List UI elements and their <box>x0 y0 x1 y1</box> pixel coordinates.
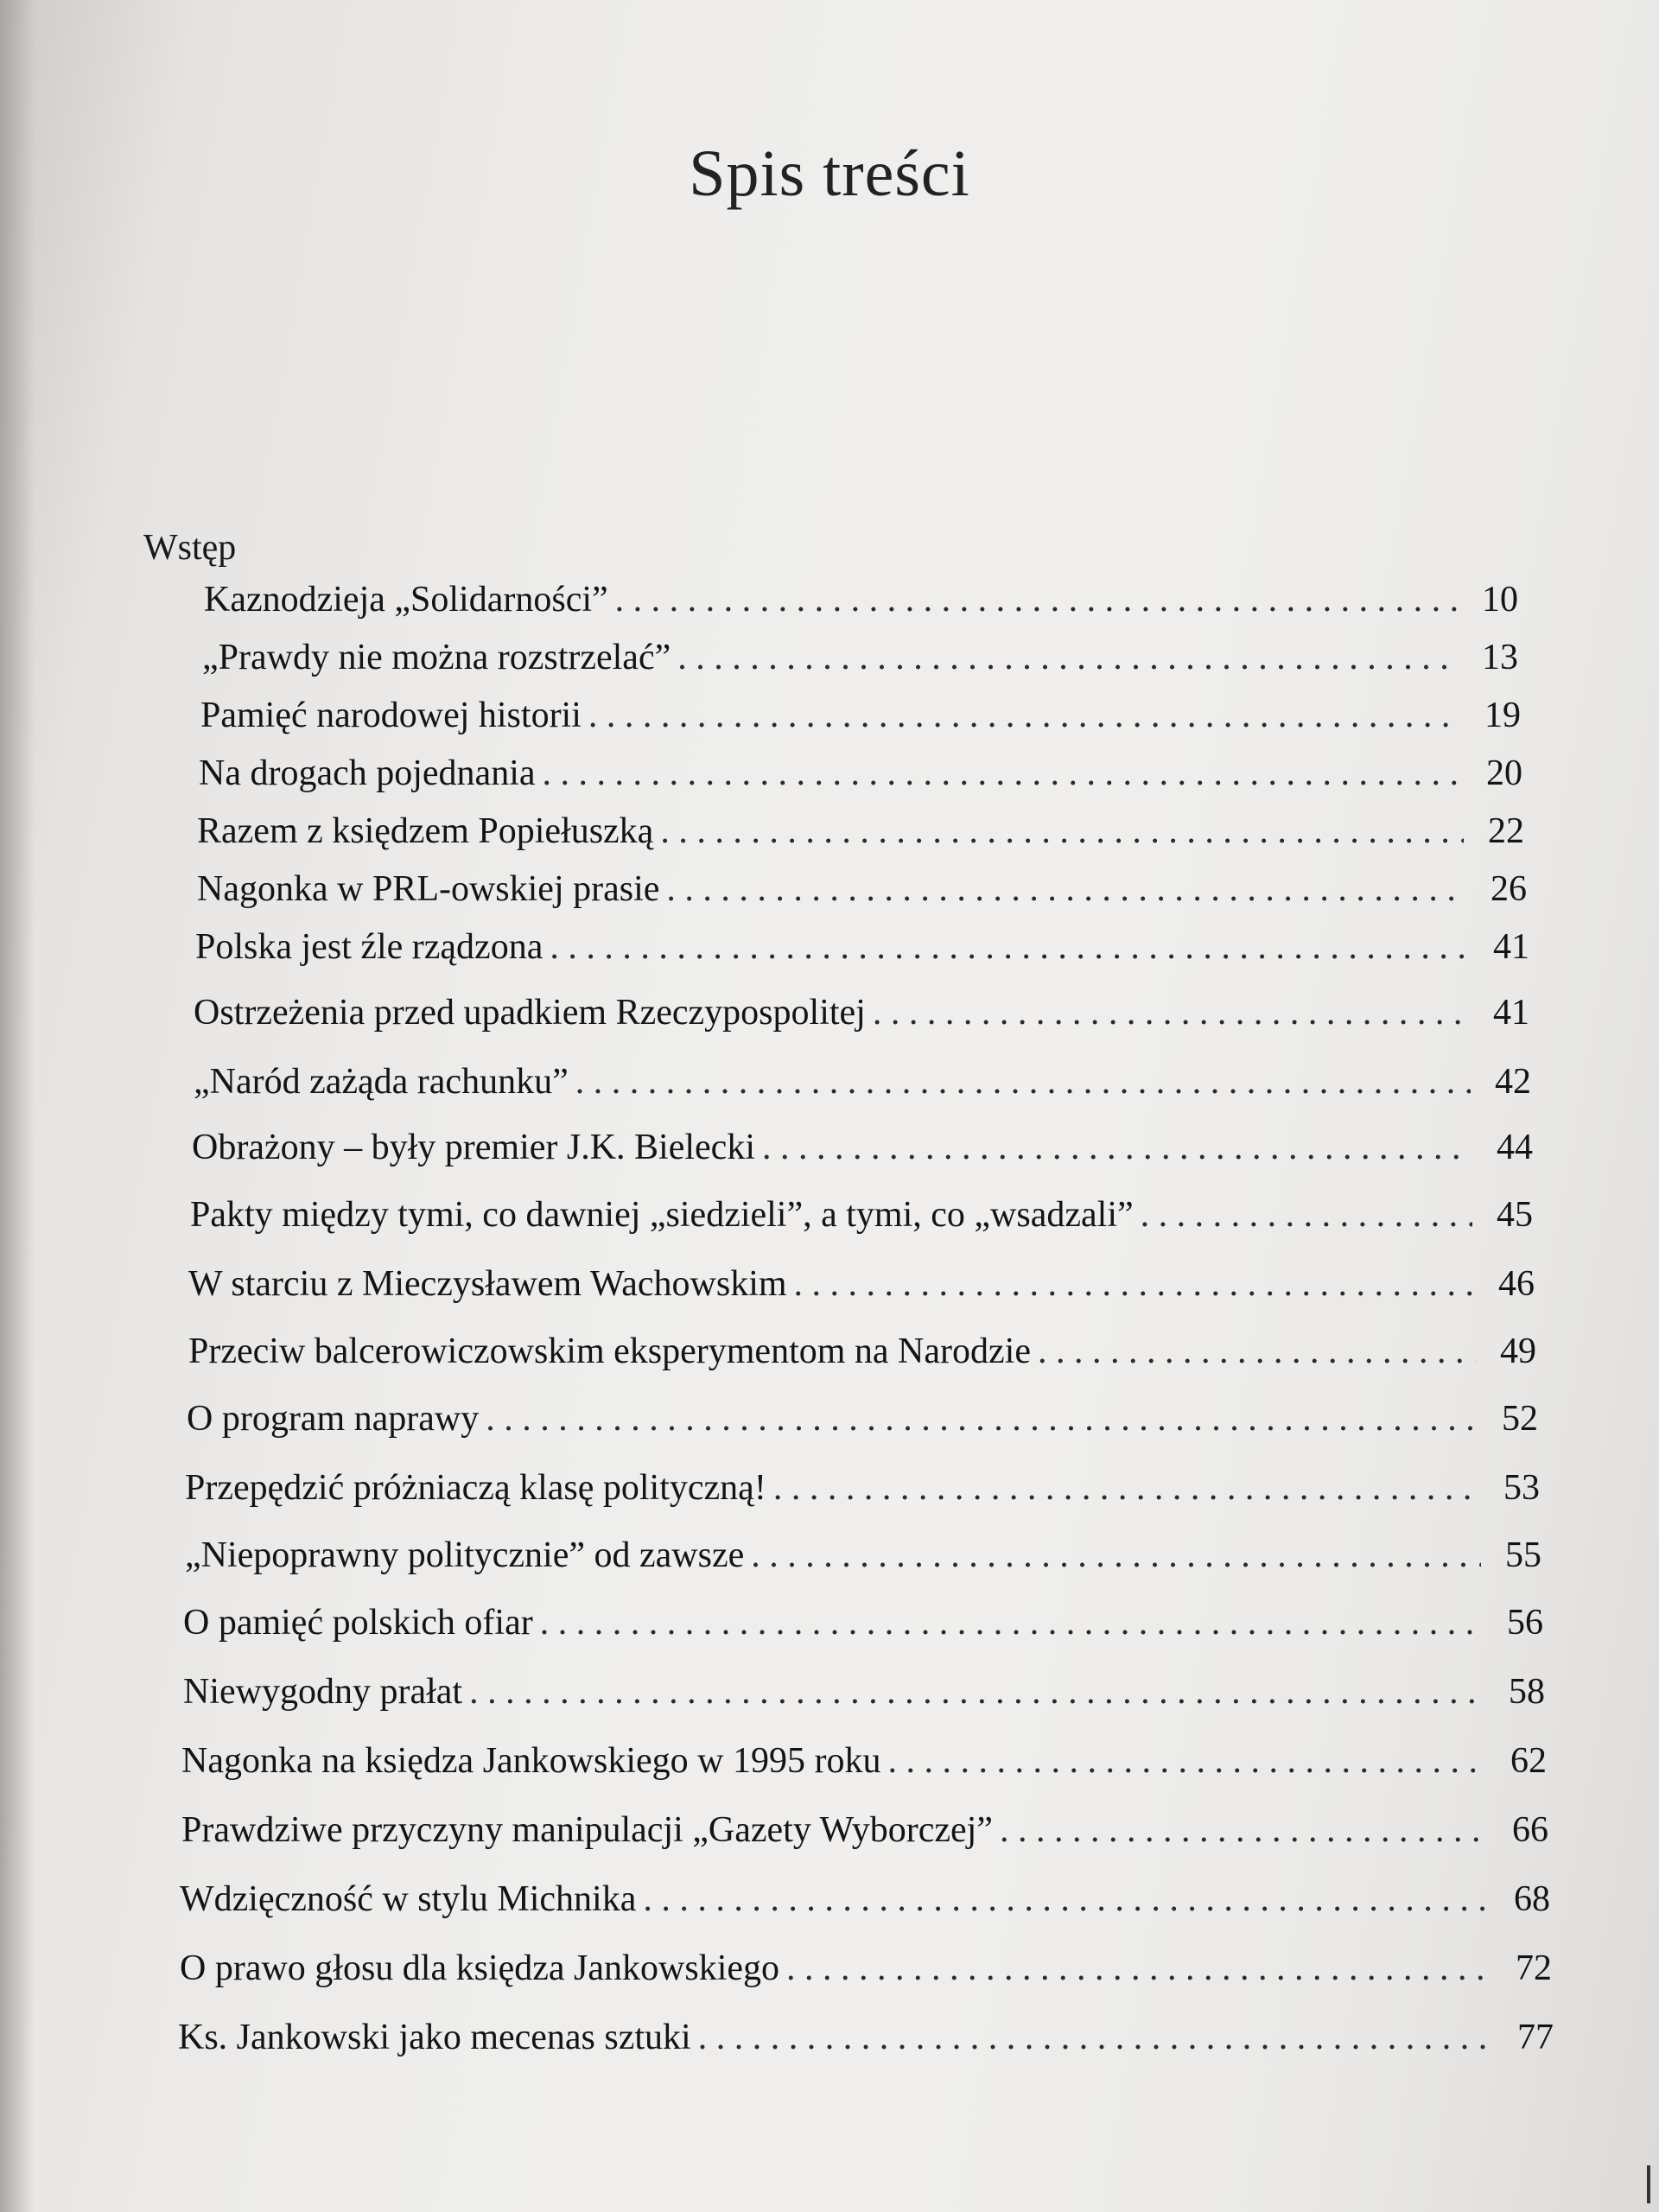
leader-dots <box>873 992 1469 1033</box>
toc-entry <box>178 2017 1554 2058</box>
toc-entry-title: O prawo głosu dla księdza Jankowskiego <box>180 1948 780 1988</box>
toc-entry-title: Nagonka w PRL-owskiej prasie <box>197 869 660 909</box>
toc-entry <box>181 1809 1548 1851</box>
toc-entry-title: Pakty między tymi, co dawniej „siedzieli”, a tymi, co „wsadzali” <box>190 1195 1134 1235</box>
leader-dots <box>540 1602 1483 1643</box>
toc-entry-title: Obrażony – były premier J.K. Bielecki <box>192 1128 755 1167</box>
toc-entry <box>181 1740 1547 1782</box>
leader-dots <box>698 2017 1493 2058</box>
toc-entry <box>202 637 1518 678</box>
toc-entry-title: Ks. Jankowski jako mecenas sztuki <box>178 2018 691 2057</box>
toc-entry <box>183 1602 1543 1643</box>
toc-entry-page: 41 <box>1493 927 1529 967</box>
leader-dots <box>543 753 1462 794</box>
leader-dots <box>751 1535 1481 1576</box>
toc-entry <box>180 1878 1550 1920</box>
toc-entry-page: 41 <box>1493 993 1529 1033</box>
toc-entry-page: 49 <box>1500 1332 1536 1371</box>
leader-dots <box>1141 1194 1472 1236</box>
toc-entry <box>180 1948 1552 1989</box>
toc-entry-page: 19 <box>1484 696 1521 735</box>
toc-entry-page: 20 <box>1486 753 1522 793</box>
toc-entry-page: 22 <box>1488 811 1524 851</box>
toc-entry-title: Na drogach pojednania <box>199 753 536 793</box>
toc-entry-title: Ostrzeżenia przed upadkiem Rzeczypospolitej <box>194 993 866 1033</box>
toc-entry-title: „Niepoprawny politycznie” od zawsze <box>185 1535 745 1575</box>
page-edge-mark <box>1647 2165 1650 2203</box>
toc-entry <box>194 1061 1531 1103</box>
leader-dots <box>677 637 1458 678</box>
toc-entry <box>185 1467 1540 1509</box>
toc-entry-page: 52 <box>1502 1399 1538 1439</box>
leader-dots <box>794 1263 1474 1305</box>
toc-entry-title: Przepędzić próżniaczą klasę polityczną! <box>185 1468 766 1508</box>
toc-entry <box>199 753 1522 794</box>
toc-entry <box>195 926 1529 968</box>
toc-entry <box>183 1671 1545 1713</box>
toc-entry-page: 42 <box>1495 1062 1531 1102</box>
leader-dots <box>615 579 1458 620</box>
toc-entry <box>194 992 1529 1033</box>
toc-entry <box>188 1263 1535 1305</box>
toc-entry-title: W starciu z Mieczysławem Wachowskim <box>188 1264 787 1304</box>
leader-dots <box>469 1671 1484 1713</box>
toc-entry <box>187 1398 1538 1440</box>
toc-entry <box>197 868 1527 910</box>
toc-entry-page: 66 <box>1512 1810 1548 1850</box>
toc-entry-title: Polska jest źle rządzona <box>195 927 543 967</box>
leader-dots <box>762 1127 1472 1168</box>
toc-entry-page: 46 <box>1498 1264 1535 1304</box>
toc-entry-page: 58 <box>1509 1672 1545 1712</box>
toc-entry-page: 10 <box>1482 580 1518 620</box>
toc-entry <box>192 1127 1533 1168</box>
toc-entry <box>188 1331 1536 1372</box>
toc-entry-title: Wdzięczność w stylu Michnika <box>180 1879 637 1919</box>
leader-dots <box>1038 1331 1476 1372</box>
leader-dots <box>643 1878 1490 1920</box>
toc-entry-title: Prawdziwe przyczyny manipulacji „Gazety Wyborczej” <box>181 1810 993 1850</box>
toc-entry-title: Niewygodny prałat <box>183 1672 463 1712</box>
toc-intro: Wstęp <box>143 528 237 568</box>
leader-dots <box>1000 1809 1488 1851</box>
leader-dots <box>588 695 1460 736</box>
toc-entry-title: O pamięć polskich ofiar <box>183 1603 533 1643</box>
toc-entry-title: O program naprawy <box>187 1399 480 1439</box>
toc-entry-page: 56 <box>1507 1603 1543 1643</box>
toc-entry <box>185 1535 1541 1576</box>
toc-entry-title: Razem z księdzem Popiełuszką <box>197 811 654 851</box>
toc-entry-title: Pamięć narodowej historii <box>200 696 582 735</box>
toc-entry-page: 55 <box>1505 1535 1541 1575</box>
toc-entry-page: 77 <box>1517 2018 1554 2057</box>
toc-entry-page: 45 <box>1497 1195 1533 1235</box>
leader-dots <box>550 926 1469 968</box>
leader-dots <box>575 1061 1471 1103</box>
toc-entry <box>190 1194 1533 1236</box>
toc-entry-page: 53 <box>1503 1468 1540 1508</box>
toc-entry-page: 13 <box>1482 638 1518 677</box>
toc-entry-title: „Prawdy nie można rozstrzelać” <box>202 638 671 677</box>
toc-entry-title: Kaznodzieja „Solidarności” <box>204 580 608 620</box>
toc-entry-page: 26 <box>1491 869 1527 909</box>
toc-entry-page: 62 <box>1510 1741 1547 1781</box>
toc-entry-page: 68 <box>1514 1879 1550 1919</box>
leader-dots <box>887 1740 1486 1782</box>
page-title: Spis treści <box>689 137 970 210</box>
leader-dots <box>786 1948 1491 1989</box>
leader-dots <box>486 1398 1478 1440</box>
toc-entry <box>200 695 1521 736</box>
leader-dots <box>773 1467 1479 1509</box>
toc-entry-page: 72 <box>1516 1948 1552 1988</box>
toc-entry-title: Nagonka na księdza Jankowskiego w 1995 roku <box>181 1741 881 1781</box>
toc-entry <box>204 579 1518 620</box>
leader-dots <box>660 810 1464 852</box>
toc-entry-page: 44 <box>1497 1128 1533 1167</box>
toc-entry <box>197 810 1524 852</box>
toc-entry-title: „Naród zażąda rachunku” <box>194 1062 569 1102</box>
toc-entry-title: Przeciw balcerowiczowskim eksperymentom na Narodzie <box>188 1332 1031 1371</box>
leader-dots <box>666 868 1466 910</box>
